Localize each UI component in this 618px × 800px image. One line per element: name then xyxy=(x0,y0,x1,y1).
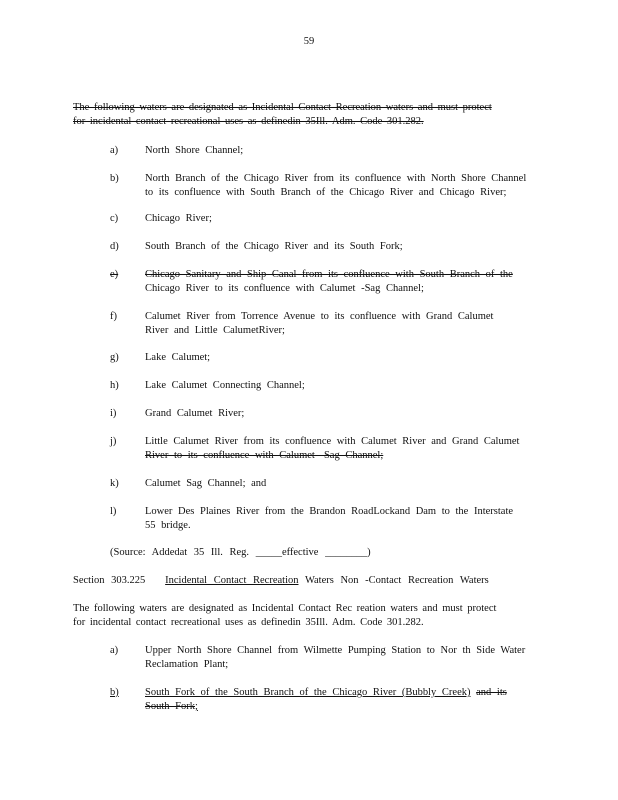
item-text: Lake Calumet Connecting Channel; xyxy=(145,380,305,391)
item-text-line-1: Upper North Shore Channel from Wilmette Pumping Station to Nor th Side Water xyxy=(145,645,526,656)
item-text-line-2: to its confluence with South Branch of the Chicago River and Chicago River; xyxy=(145,187,507,198)
item-text-line-1: Chicago Sanitary and Ship Canal from its confluence with South Branch of the xyxy=(145,269,513,280)
item-text-line-2: River to its confluence with Calumet -Sag Channel; xyxy=(145,450,384,461)
item-label: a) xyxy=(110,145,119,156)
item-label: i) xyxy=(110,408,117,419)
intro-paragraph xyxy=(73,101,533,129)
item-text-line-2: Reclamation Plant; xyxy=(145,659,229,670)
section-title: Incidental Contact Recreation xyxy=(165,575,299,586)
source-blank-1: _____ xyxy=(255,547,282,558)
source-note xyxy=(110,546,540,560)
page-number: 59 xyxy=(303,36,315,47)
source-blank-2: ________ xyxy=(325,547,368,558)
item-label: e) xyxy=(110,269,119,280)
item-text-line-2: River and Little CalumetRiver; xyxy=(145,325,285,336)
intro-line-2: for incidental contact recreational uses as definedin 35Ill. Adm. Code 301.282. xyxy=(73,116,424,127)
item-text-part-2: and its xyxy=(476,687,507,698)
para2-line-2: for incidental contact recreational uses as definedin 35Ill. Adm. Code 301.282. xyxy=(73,617,424,628)
section-heading xyxy=(73,574,533,588)
item-text-line-2: 55 bridge. xyxy=(145,520,191,531)
item-label: h) xyxy=(110,380,119,391)
item-text-line-1: Lower Des Plaines River from the Brandon RoadLockand Dam to the Interstate xyxy=(145,506,514,517)
source-suffix: ) xyxy=(367,547,371,558)
intro-line-1: The following waters are designated as Incidental Contact Recreation waters and must protect xyxy=(73,102,492,113)
item-text-part-3: South Fork xyxy=(145,701,195,712)
item-label: b) xyxy=(110,687,119,698)
item-text: Lake Calumet; xyxy=(145,352,211,363)
source-effective: effective xyxy=(281,547,319,558)
section-title-rest: Waters Non -Contact Recreation Waters xyxy=(304,575,489,586)
item-label: f) xyxy=(110,311,117,322)
item-text-line-1: Little Calumet River from its confluence with Calumet River and Grand Calumet xyxy=(145,436,520,447)
source-prefix: (Source: Addedat 35 Ill. Reg. xyxy=(110,547,250,558)
para2-line-1: The following waters are designated as Incidental Contact Rec reation waters and must protect xyxy=(73,603,497,614)
item-text-line-1: Calumet River from Torrence Avenue to its confluence with Grand Calumet xyxy=(145,311,494,322)
item-label: a) xyxy=(110,645,119,656)
item-text: North Shore Channel; xyxy=(145,145,244,156)
item-text: Chicago River; xyxy=(145,213,212,224)
item-label: g) xyxy=(110,352,119,363)
item-label: c) xyxy=(110,213,119,224)
item-text: Calumet Sag Channel; and xyxy=(145,478,267,489)
item-text: South Branch of the Chicago River and its South Fork; xyxy=(145,241,403,252)
item-label: l) xyxy=(110,506,117,517)
item-text-line-1: North Branch of the Chicago River from its confluence with North Shore Channel xyxy=(145,173,527,184)
item-text-part-4: ; xyxy=(194,701,198,712)
item-label: b) xyxy=(110,173,119,184)
section-number: Section 303.225 xyxy=(73,575,146,586)
item-text-line-2: Chicago River to its confluence with Calumet -Sag Channel; xyxy=(145,283,424,294)
item-text-part-1: South Fork of the South Branch of the Chicago River (Bubbly Creek) xyxy=(145,687,471,698)
item-text: Grand Calumet River; xyxy=(145,408,245,419)
designation-paragraph xyxy=(73,602,533,630)
item-label: d) xyxy=(110,241,119,252)
item-label: k) xyxy=(110,478,119,489)
item-label: j) xyxy=(110,436,117,447)
